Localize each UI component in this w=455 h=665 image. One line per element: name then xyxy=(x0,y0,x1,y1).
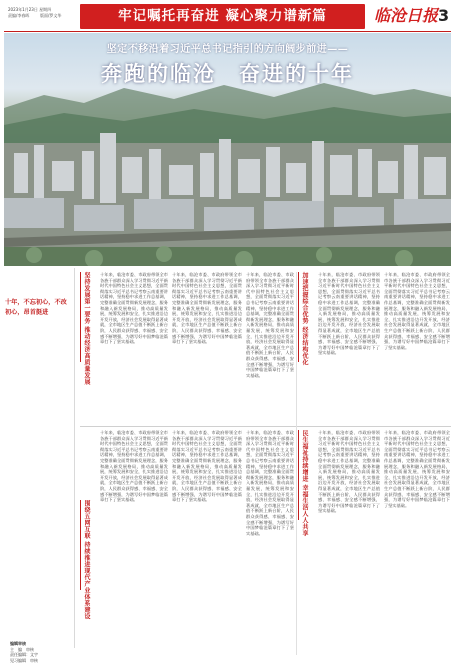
editor-credit-line: 责任编辑：文宇 xyxy=(10,652,38,657)
section-heading: 围绕五网互联 持续推进现代产业体系建设 xyxy=(83,500,90,620)
section-accent-bar xyxy=(80,500,81,590)
section-heading: 加速把握综合优势 经济结构优化 xyxy=(301,272,308,366)
editor-credit-line: 主 编 审核 xyxy=(10,646,34,652)
article-column: 十年来，临沧市委、市政府带领全市各族干部群众深入学习贯彻习近平新时代中国特色社会主义思想，全面贯彻落实习近平总书记考察云南重要讲话精神，坚持稳中求进工作总基调，完整准确全面贯彻新发展理念，服务和融入新发展格局，推动高质量发展，统筹发展和安全，扎实推进沿边开发开放，经济社会发展取得显著成就，全市地区生产总值不断跃上新台阶，人民群众获得感、幸福感、安全感不断增强，为谱写好中国梦临沧篇章打下了坚实基础。 xyxy=(246,272,294,378)
design-line: 版面/罗文华 xyxy=(40,13,62,18)
hero-title: 奔跑的临沧 奋进的十年 xyxy=(101,62,354,86)
article-column: 十年来，临沧市委、市政府带领全市各族干部群众深入学习贯彻习近平新时代中国特色社会主义思想，全面贯彻落实习近平总书记考察云南重要讲话精神，坚持稳中求进工作总基调，完整准确全面贯彻新发展理念，服务和融入新发展格局，推动高质量发展，统筹发展和安全，扎实推进沿边开发开放，经济社会发展取得显著成就，全市地区生产总值不断跃上新台阶，人民群众获得感、幸福感、安全感不断增强，为谱写好中国梦临沧篇章打下了坚实基础。 xyxy=(384,430,450,508)
newspaper-logo: 临沧日报 xyxy=(374,6,439,25)
section-heading: 坚持发展第一要务 推动经济高质量发展 xyxy=(83,272,90,386)
article-column: 十年来，临沧市委、市政府带领全市各族干部群众深入学习贯彻习近平新时代中国特色社会主义思想，全面贯彻落实习近平总书记考察云南重要讲话精神，坚持稳中求进工作总基调，完整准确全面贯彻新发展理念，服务和融入新发展格局，推动高质量发展，统筹发展和安全，扎实推进沿边开发开放，经济社会发展取得显著成就，全市地区生产总值不断跃上新台阶，人民群众获得感、幸福感、安全感不断增强，为谱写好中国梦临沧篇章打下了坚实基础。 xyxy=(100,430,168,503)
section-accent-bar xyxy=(298,430,299,520)
sidebar-note: 十年，不忘初心，不改初心，昂首挺进 xyxy=(5,299,67,316)
article-column: 十年来，临沧市委、市政府带领全市各族干部群众深入学习贯彻习近平新时代中国特色社会主义思想，全面贯彻落实习近平总书记考察云南重要讲话精神，坚持稳中求进工作总基调，完整准确全面贯彻新发展理念，服务和融入新发展格局，推动高质量发展，统筹发展和安全，扎实推进沿边开发开放，经济社会发展取得显著成就，全市地区生产总值不断跃上新台阶，人民群众获得感、幸福感、安全感不断增强，为谱写好中国梦临沧篇章打下了坚实基础。 xyxy=(172,430,242,503)
sidebar-divider xyxy=(74,268,75,648)
editor-label: 编辑审核 xyxy=(10,641,26,646)
editor-credit-line: 见习编辑 审核 xyxy=(10,657,38,663)
editor-credits xyxy=(10,641,72,663)
article-column: 十年来，临沧市委、市政府带领全市各族干部群众深入学习贯彻习近平新时代中国特色社会主义思想，全面贯彻落实习近平总书记考察云南重要讲话精神，坚持稳中求进工作总基调，完整准确全面贯彻新发展理念，服务和融入新发展格局，推动高质量发展，统筹发展和安全，扎实推进沿边开发开放，经济社会发展取得显著成就，全市地区生产总值不断跃上新台阶，人民群众获得感、幸福感、安全感不断增强，为谱写好中国梦临沧篇章打下了坚实基础。 xyxy=(100,272,168,345)
column-divider xyxy=(296,272,297,655)
hero-subtitle: 坚定不移沿着习近平总书记指引的方向阔步前进—— xyxy=(106,44,349,55)
banner-headline: 牢记嘱托再奋进 凝心聚力谱新篇 xyxy=(118,8,327,24)
section-divider xyxy=(80,426,451,427)
article-column: 十年来，临沧市委、市政府带领全市各族干部群众深入学习贯彻习近平新时代中国特色社会主义思想，全面贯彻落实习近平总书记考察云南重要讲话精神，坚持稳中求进工作总基调，完整准确全面贯彻新发展理念，服务和融入新发展格局，推动高质量发展，统筹发展和安全，扎实推进沿边开发开放，经济社会发展取得显著成就，全市地区生产总值不断跃上新台阶，人民群众获得感、幸福感、安全感不断增强，为谱写好中国梦临沧篇章打下了坚实基础。 xyxy=(246,430,294,536)
article-column: 十年来，临沧市委、市政府带领全市各族干部群众深入学习贯彻习近平新时代中国特色社会主义思想，全面贯彻落实习近平总书记考察云南重要讲话精神，坚持稳中求进工作总基调，完整准确全面贯彻新发展理念，服务和融入新发展格局，推动高质量发展，统筹发展和安全，扎实推进沿边开发开放，经济社会发展取得显著成就，全市地区生产总值不断跃上新台阶，人民群众获得感、幸福感、安全感不断增强，为谱写好中国梦临沧篇章打下了坚实基础。 xyxy=(318,430,380,514)
editor-line: 责编/李春晖 xyxy=(8,13,30,18)
article-column: 十年来，临沧市委、市政府带领全市各族干部群众深入学习贯彻习近平新时代中国特色社会主义思想，全面贯彻落实习近平总书记考察云南重要讲话精神，坚持稳中求进工作总基调，完整准确全面贯彻新发展理念，服务和融入新发展格局，推动高质量发展，统筹发展和安全，扎实推进沿边开发开放，经济社会发展取得显著成就，全市地区生产总值不断跃上新台阶，人民群众获得感、幸福感、安全感不断增强，为谱写好中国梦临沧篇章打下了坚实基础。 xyxy=(384,272,450,350)
header-rule xyxy=(4,31,451,32)
page-number: 3 xyxy=(438,6,450,25)
section-accent-bar xyxy=(298,272,299,362)
article-column: 十年来，临沧市委、市政府带领全市各族干部群众深入学习贯彻习近平新时代中国特色社会主义思想，全面贯彻落实习近平总书记考察云南重要讲话精神，坚持稳中求进工作总基调，完整准确全面贯彻新发展理念，服务和融入新发展格局，推动高质量发展，统筹发展和安全，扎实推进沿边开发开放，经济社会发展取得显著成就，全市地区生产总值不断跃上新台阶，人民群众获得感、幸福感、安全感不断增强，为谱写好中国梦临沧篇章打下了坚实基础。 xyxy=(318,272,380,356)
article-column: 十年来，临沧市委、市政府带领全市各族干部群众深入学习贯彻习近平新时代中国特色社会主义思想，全面贯彻落实习近平总书记考察云南重要讲话精神，坚持稳中求进工作总基调，完整准确全面贯彻新发展理念，服务和融入新发展格局，推动高质量发展，统筹发展和安全，扎实推进沿边开发开放，经济社会发展取得显著成就，全市地区生产总值不断跃上新台阶，人民群众获得感、幸福感、安全感不断增强，为谱写好中国梦临沧篇章打下了坚实基础。 xyxy=(172,272,242,345)
date-line: 2023年1月23日 星期四 xyxy=(8,7,52,12)
section-heading: 民生福祉持续增进 幸福生活人人共享 xyxy=(301,430,308,537)
section-accent-bar xyxy=(80,272,81,362)
